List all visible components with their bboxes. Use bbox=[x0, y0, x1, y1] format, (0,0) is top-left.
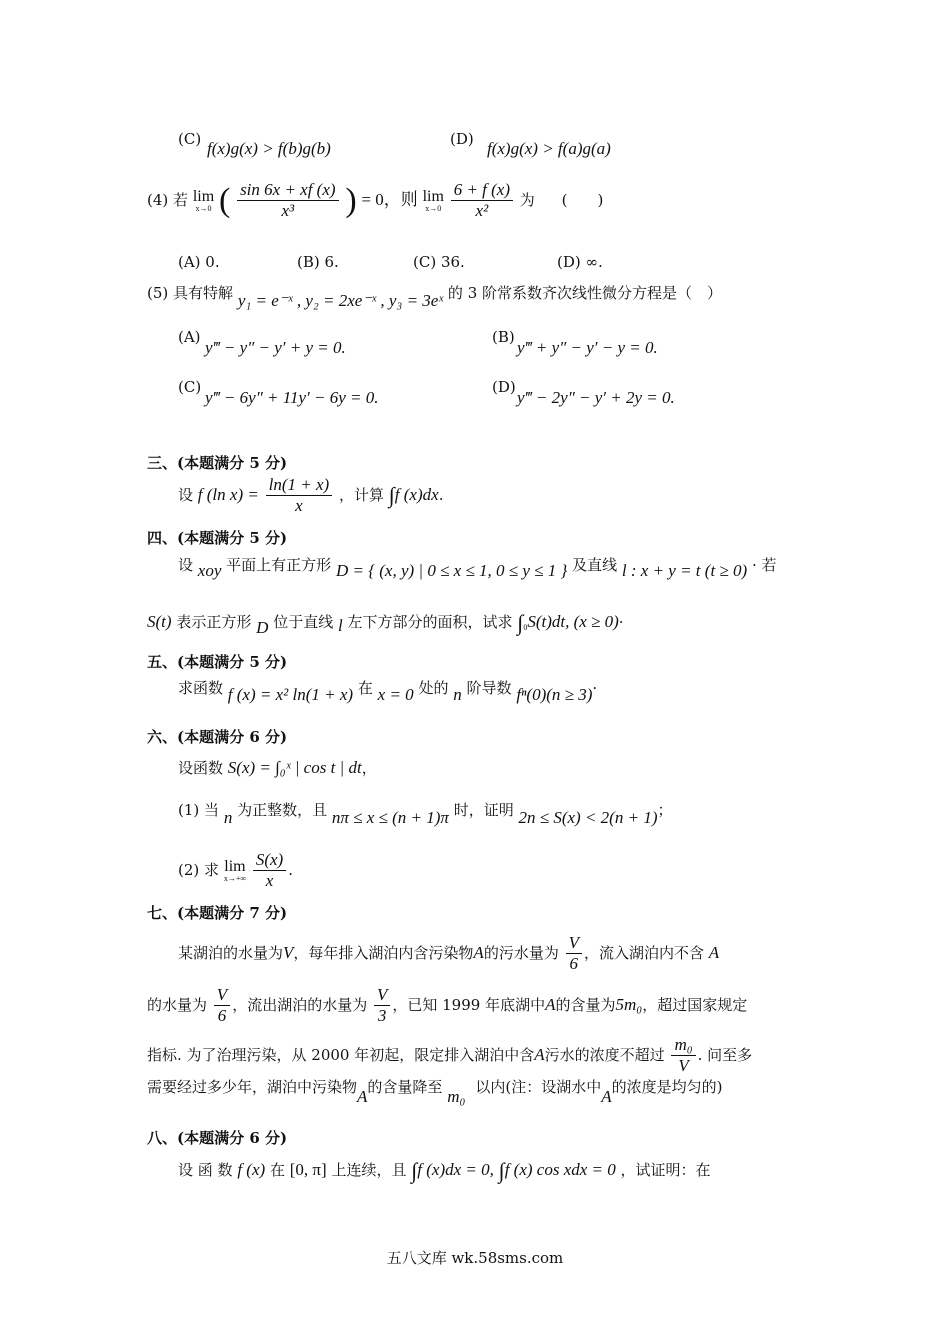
s3-title: 三、(本题满分 5 分) bbox=[147, 454, 288, 472]
q5-label: (5) bbox=[147, 284, 169, 302]
s3-lhs: f (ln x) = bbox=[197, 484, 259, 504]
q4-frac1: $\frac{\sin 6x + xf (x)}{\text{x³}}$ bbox=[237, 180, 339, 222]
q3-opt-d-expr: f(x)g(x) > f(a)g(a) bbox=[487, 139, 611, 158]
q5-d: y‴ − 2y″ − y′ + 2y = 0. bbox=[517, 388, 675, 407]
s6-part2: (2) 求 lim x→+∞ $\frac{S(x)}{x}$ . bbox=[178, 850, 293, 891]
s8-interval: [0, π] bbox=[289, 1160, 327, 1180]
s3-integrand: f (x)dx bbox=[394, 484, 439, 504]
s7-line2: 的水量为 $\frac{V}{6}$ ，流出湖泊的水量为 $\frac{V}{3}$ ，已知 1999 年底湖中A的含量为5m₀，超过国家规定 bbox=[147, 985, 748, 1026]
q4-opt-d: (D) ∞. bbox=[557, 253, 603, 271]
s3-integral-sign: ∫ bbox=[388, 482, 395, 508]
q4-lim2: lim x→0 bbox=[422, 187, 444, 213]
s4-title: 四、(本题满分 5 分) bbox=[147, 529, 288, 547]
q5-a: y‴ − y″ − y′ + y = 0. bbox=[205, 338, 346, 357]
q4-opt-a: (A) 0. bbox=[178, 253, 220, 271]
s7-line3: 指标. 为了治理污染，从 2000 年初起，限定排入湖泊中含A污水的浓度不超过 $\frac{\text{m₀}}{V}$ . 问至多 bbox=[147, 1035, 753, 1076]
q4-wei: 为 bbox=[519, 190, 535, 209]
q4-answer-paren: ( ) bbox=[561, 190, 604, 209]
q3-opt-c-label: (C) bbox=[178, 130, 202, 148]
s6-def: 设函数 S(x) = ∫₀ˣ | cos t | dt， bbox=[178, 758, 377, 777]
s6-range: nπ ≤ x ≤ (n + 1)π bbox=[331, 808, 449, 827]
s6-frac: $\frac{S(x)}{x}$ bbox=[253, 850, 286, 892]
q4-lim1: lim x→0 bbox=[192, 187, 215, 213]
q4-ruo: 若 bbox=[173, 190, 189, 209]
s7-frac-v6b: $\frac{V}{6}$ bbox=[214, 985, 230, 1027]
s4-line1: 设 xoy 平面上有正方形 D = { (x, y) | 0 ≤ x ≤ 1, 0 ≤ y ≤ 1 } 及直线 l : x + y = t (t ≥ 0) · 若 bbox=[178, 556, 777, 580]
q5-c-label: (C) bbox=[178, 378, 202, 396]
q5-prefix: 具有特解 bbox=[173, 284, 234, 302]
s6-sx: S(x) = ∫₀ˣ | cos t | dt bbox=[227, 758, 362, 777]
q4-opt-b: (B) 6. bbox=[297, 253, 339, 271]
q4-paren-open: ( bbox=[218, 181, 231, 219]
q3-opt-d-label: (D) bbox=[450, 130, 474, 148]
s7-frac-m0v: $\frac{\text{m₀}}{V}$ bbox=[671, 1035, 695, 1077]
s6-part1: (1) 当 n 为正整数，且 nπ ≤ x ≤ (n + 1)π 时，证明 2n ≤ S(x) < 2(n + 1)； bbox=[178, 801, 673, 827]
q4-frac2: $\frac{6 + f (x)}{\text{x²}}$ bbox=[451, 180, 513, 222]
s3-frac: $\frac{\ln(1 + x)}{x}$ bbox=[266, 475, 333, 517]
footer-watermark: 五八文库 wk.58sms.com bbox=[386, 1249, 564, 1267]
s8-title: 八、(本题满分 6 分) bbox=[147, 1129, 288, 1147]
s4-line2: S(t) 表示正方形 D 位于直线 l 左下方部分的面积，试求 ∫0S(t)dt, (x ≥ 0)· bbox=[147, 610, 624, 638]
q4-paren-close: ) bbox=[345, 181, 357, 219]
s5-fn: fⁿ(0)(n ≥ 3) bbox=[516, 685, 593, 704]
q3-opt-c-expr: f(x)g(x) > f(b)g(b) bbox=[207, 139, 331, 158]
s6-ineq: 2n ≤ S(x) < 2(n + 1) bbox=[518, 808, 658, 827]
s4-line-eq: l : x + y = t (t ≥ 0) bbox=[621, 561, 748, 580]
s8-body: 设 函 数 f (x) 在 [0, π] 上连续，且 ∫f (x)dx = 0, ∫f (x) cos xdx = 0 ，试证明：在 bbox=[178, 1158, 711, 1183]
s5-fx: f (x) = x² ln(1 + x) bbox=[227, 685, 354, 704]
q5-c: y‴ − 6y″ + 11y′ − 6y = 0. bbox=[205, 388, 379, 407]
q5-solutions: y₁ = e⁻ˣ , y₂ = 2xe⁻ˣ , y₃ = 3eˣ bbox=[237, 291, 444, 310]
q5-d-label: (D) bbox=[492, 378, 516, 396]
s4-set: D = { (x, y) | 0 ≤ x ≤ 1, 0 ≤ y ≤ 1 } bbox=[335, 561, 568, 580]
q5-b: y‴ + y″ − y′ − y = 0. bbox=[517, 338, 658, 357]
q4-question bbox=[147, 180, 603, 222]
s7-frac-v3: $\frac{V}{3}$ bbox=[374, 985, 390, 1027]
s4-integrand: S(t)dt, (x ≥ 0) bbox=[527, 612, 619, 632]
q5-b-label: (B) bbox=[492, 328, 515, 346]
q4-label: (4) bbox=[147, 190, 169, 209]
q4-opt-c: (C) 36. bbox=[413, 253, 465, 271]
q4-eq0: = 0，则 bbox=[361, 189, 418, 209]
s6-lim: lim x→+∞ bbox=[223, 857, 247, 883]
s3-body: 设 f (ln x) = $\frac{\ln(1 + x)}{x}$ ，计算 ∫f (x)dx. bbox=[178, 475, 444, 516]
q5-suffix: 的 3 阶常系数齐次线性微分方程是（ ） bbox=[447, 284, 723, 302]
s6-title: 六、(本题满分 6 分) bbox=[147, 728, 288, 746]
s7-line4: 需要经过多少年，湖泊中污染物A的含量降至 m₀ 以内(注：设湖水中A的浓度是均匀的) bbox=[147, 1078, 723, 1106]
s7-frac-v6: $\frac{V}{6}$ bbox=[566, 933, 582, 975]
s5-title: 五、(本题满分 5 分) bbox=[147, 653, 288, 671]
s4-integral-sign: ∫0 bbox=[517, 610, 528, 635]
s5-body: 求函数 f (x) = x² ln(1 + x) 在 x = 0 处的 n 阶导数 fⁿ(0)(n ≥ 3)· bbox=[178, 679, 598, 704]
q5-a-label: (A) bbox=[178, 328, 201, 346]
q5-question bbox=[147, 283, 723, 310]
s7-line1: 某湖泊的水量为V，每年排入湖泊内含污染物A的污水量为 $\frac{V}{6}$ ，流入湖泊内不含 A bbox=[178, 933, 720, 974]
s7-title: 七、(本题满分 7 分) bbox=[147, 904, 288, 922]
